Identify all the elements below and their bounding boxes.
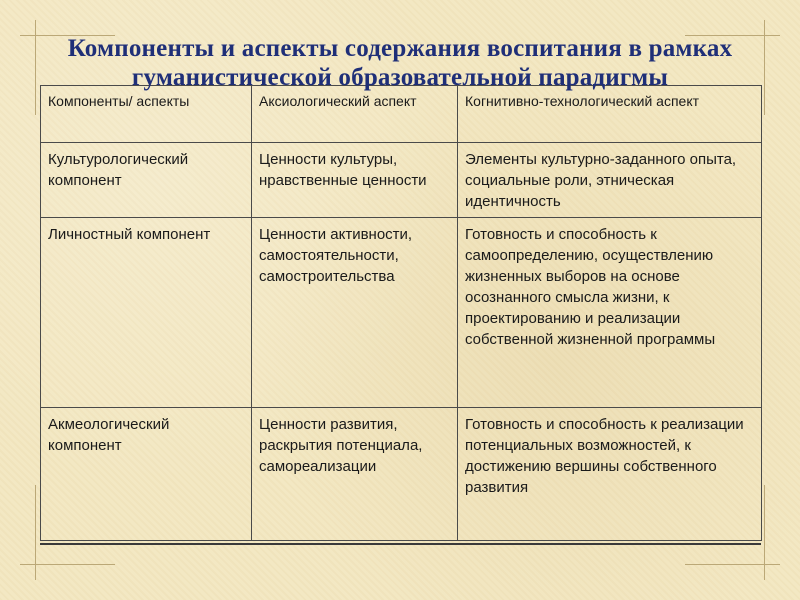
table-cell: Элементы культурно-заданного опыта, социальные роли, этническая идентичность [458,143,762,218]
table-cell: Культурологический компонент [41,143,252,218]
table-cell: Акмеологический компонент [41,408,252,541]
header-cell-axiological: Аксиологический аспект [252,86,458,143]
table-cell: Личностный компонент [41,218,252,408]
content-table [40,85,762,541]
table-row [41,408,762,541]
table-row [41,218,762,408]
table-cell: Ценности развития, раскрытия потенциала, самореализации [252,408,458,541]
table-header-row [41,86,762,143]
table-cell: Готовность и способность к самоопределению, осуществлению жизненных выборов на основе осознанного смысла жизни, к проектированию и реализации собственной жизненной программы [458,218,762,408]
header-cell-components: Компоненты/ аспекты [41,86,252,143]
header-cell-cognitive: Когнитивно-технологический аспект [458,86,762,143]
table-row [41,143,762,218]
table-cell: Готовность и способность к реализации потенциальных возможностей, к достижению вершины собственного развития [458,408,762,541]
table-cell: Ценности активности, самостоятельности, самостроительства [252,218,458,408]
table-bottom-rule [40,543,761,545]
slide-title: Компоненты и аспекты содержания воспитания в рамках гуманистической образовательной парадигмы [67,35,733,91]
table-cell: Ценности культуры, нравственные ценности [252,143,458,218]
